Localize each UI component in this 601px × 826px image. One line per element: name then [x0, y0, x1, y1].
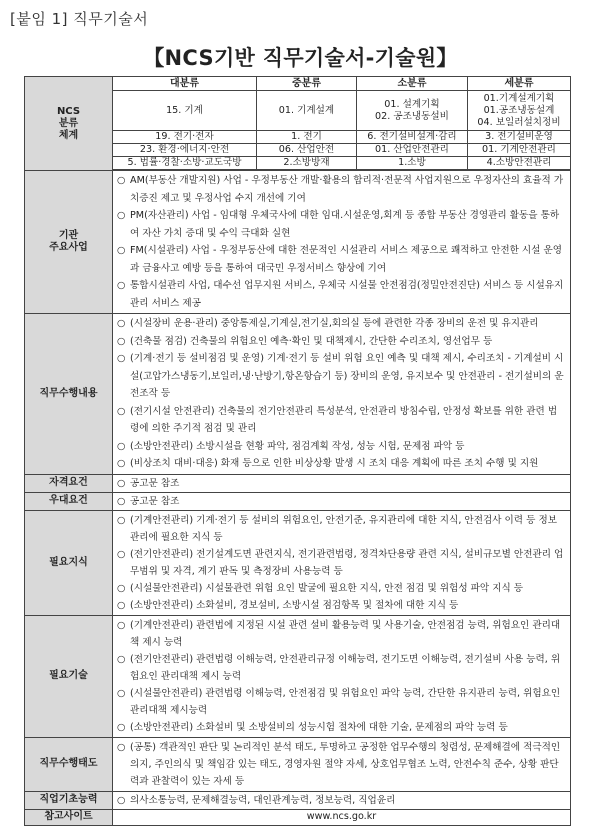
list-item: ○ (기계·전기 등 설비점검 및 운영) 기계·전기 등 설비 위험 요인 예측 및 대책 제시, 수리조치 - 기계설비 시설(고압가스냉동기,보일러,냉·난방기,항온항습기 등) 장비의 운영, 유지보수 및 안전관리 - 전기설비의 운전조작 등 — [117, 353, 564, 399]
list-item: ○ (건축물 점검) 건축물의 위험요인 예측·확인 및 대책제시, 간단한 수리조치, 영선업무 등 — [117, 335, 493, 347]
list-item: ○ (전기안전관리) 전기설계도면 관련지식, 전기관련법령, 정격차단용량 관련 지식, 설비규모별 안전관리 업무범위 및 자격, 계기 판독 및 측정장비 사용능력 등 — [117, 548, 564, 577]
qualification-label: 자격요건 — [25, 474, 113, 492]
ncs-cell: 2.소방방재 — [257, 157, 357, 170]
ncs-cell: 01. 기계설계 — [257, 91, 357, 131]
ncs-cell: 19. 전기·전자 — [113, 131, 257, 144]
list-item: ○ (소방안전관리) 소방시설을 현황 파악, 점검계획 작성, 성능 시험, 문제점 파악 등 — [117, 440, 465, 452]
attitude-content — [113, 737, 571, 791]
preference-label: 우대요건 — [25, 492, 113, 510]
header-minor: 소분류 — [357, 77, 468, 91]
document-title: 【NCS기반 직무기술서-기술원】 — [143, 46, 458, 70]
ncs-cell: 06. 산업안전 — [257, 144, 357, 157]
list-item: ○ (공통) 객관적인 판단 및 논리적인 분석 태도, 투명하고 공정한 업무수행의 청렴성, 문제해결에 적극적인 의지, 주인의식 및 책임감 있는 태도, 경영자원 절약 자세, 상호업무협조 노력, 안전수칙 준수, 상황 판단력과 관찰력이 있는 자세 등 — [117, 741, 561, 787]
ncs-cell: 01. 산업안전관리 — [357, 144, 468, 157]
qualification-content: ○ 공고문 참조 — [113, 474, 571, 492]
reference-site-link[interactable]: www.ncs.go.kr — [113, 809, 571, 825]
knowledge-content — [113, 510, 571, 615]
ncs-cell: 6. 전기설비설계·감리 — [357, 131, 468, 144]
list-item: ○ (기계안전관리) 기계·전기 등 설비의 위험요인, 안전기준, 유지관리에 대한 지식, 안전검사 이력 등 정보관리에 필요한 지식 등 — [117, 514, 557, 543]
duties-label: 직무수행내용 — [25, 314, 113, 475]
duties-content — [113, 314, 571, 475]
skills-label: 필요기술 — [25, 615, 113, 737]
list-item: ○ AM(부동산 개발지원) 사업 - 우정부동산 개발·활용의 합리적·전문적 사업지원으로 우정자산의 효율적 가치증진 제고 및 우정사업 수지 개선에 기여 — [117, 175, 564, 204]
ncs-cell: 01.기계설계기획 01.공조냉동설계 04. 보일러설치정비 — [468, 91, 571, 131]
header-major: 대분류 — [113, 77, 257, 91]
list-item: ○ (전기안전관리) 관련법령 이해능력, 안전관리규정 이해능력, 전기도면 이해능력, 전기설비 사용 능력, 위험요인 관리대책 제시 능력 — [117, 653, 561, 682]
list-item: ○ (소방안전관리) 소화설비 및 소방설비의 성능시험 절차에 대한 기술, 문제점의 파악 능력 등 — [117, 721, 508, 733]
list-item: ○ PM(자산관리) 사업 - 임대형 우체국사에 대한 임대.시설운영,회계 등 종합 부동산 경영관리 활동을 통하여 자산 가치 증대 및 수익 극대화 실현 — [117, 210, 560, 239]
ncs-cell: 01. 기계안전관리 — [468, 144, 571, 157]
reference-site-label: 참고사이트 — [25, 809, 113, 825]
list-item: ○ 통합시설관리 사업, 대수선 업무지원 서비스, 우체국 시설물 안전점검(정밀안전진단) 서비스 등 시설유지관리 서비스 제공 — [117, 280, 564, 309]
ncs-cell: 23. 환경·에너지·안전 — [113, 144, 257, 157]
ncs-cell: 3. 전기설비운영 — [468, 131, 571, 144]
list-item: ○ (전기시설 안전관리) 건축물의 전기안전관리 특성분석, 안전관리 방침수립, 안정성 확보를 위한 관련 법령에 의한 주기적 점검 및 관리 — [117, 405, 558, 434]
header-middle: 중분류 — [257, 77, 357, 91]
business-label: 기관 주요사업 — [25, 171, 113, 314]
attitude-label: 직무수행태도 — [25, 737, 113, 791]
business-content — [113, 171, 571, 314]
attachment-label: [붙임 1] 직무기술서 — [10, 10, 149, 28]
header-detail: 세분류 — [468, 77, 571, 91]
ncs-cell: 01. 설계기획 02. 공조냉동설비 — [357, 91, 468, 131]
knowledge-label: 필요지식 — [25, 510, 113, 615]
list-item: ○ FM(시설관리) 사업 - 우정부동산에 대한 전문적인 시설관리 서비스 제공으로 쾌적하고 안전한 시설 운영과 금융사고 예방 등을 통하여 대국민 우정서비스 향상에 기여 — [117, 245, 563, 274]
list-item: ○ (시설물안전관리) 시설물관련 위험 요인 발굴에 필요한 지식, 안전 점검 및 위험성 파악 지식 등 — [117, 582, 524, 594]
list-item: ○ (비상조치 대비·대응) 화재 등으로 인한 비상상황 발생 시 조치 대응 계획에 따른 조치 수행 및 지원 — [117, 458, 539, 469]
skills-content — [113, 615, 571, 737]
ncs-label: NCS 분류 체계 — [25, 77, 113, 171]
ncs-cell: 5. 법률·경찰·소방·교도국방 — [113, 157, 257, 170]
list-item: ○ (소방안전관리) 소화설비, 경보설비, 소방시설 점검항목 및 절차에 대한 지식 등 — [117, 599, 459, 611]
job-description-table — [24, 76, 571, 826]
list-item: ○ (시설물안전관리) 관련법령 이해능력, 안전점검 및 위험요인 파악 능력, 간단한 유지관리 능력, 위험요인 관리대책 제시능력 — [117, 687, 561, 716]
list-item: ○ (기계안전관리) 관련법에 지정된 시설 관련 설비 활용능력 및 사용기술, 안전점검 능력, 위험요인 관리대책 제시 능력 — [117, 619, 561, 648]
ncs-cell: 1. 전기 — [257, 131, 357, 144]
ncs-cell: 4.소방안전관리 — [468, 157, 571, 170]
preference-content: ○ 공고문 참조 — [113, 492, 571, 510]
list-item: ○ (시설장비 운용·관리) 중앙통제실,기계실,전기실,회의실 등에 관련한 각종 장비의 운전 및 유지관리 — [117, 318, 539, 329]
ncs-cell: 1.소방 — [357, 157, 468, 170]
basic-ability-label: 직업기초능력 — [25, 791, 113, 809]
ncs-cell: 15. 기계 — [113, 91, 257, 131]
basic-ability-content: ○ 의사소통능력, 문제해결능력, 대인관계능력, 정보능력, 직업윤리 — [113, 791, 571, 809]
